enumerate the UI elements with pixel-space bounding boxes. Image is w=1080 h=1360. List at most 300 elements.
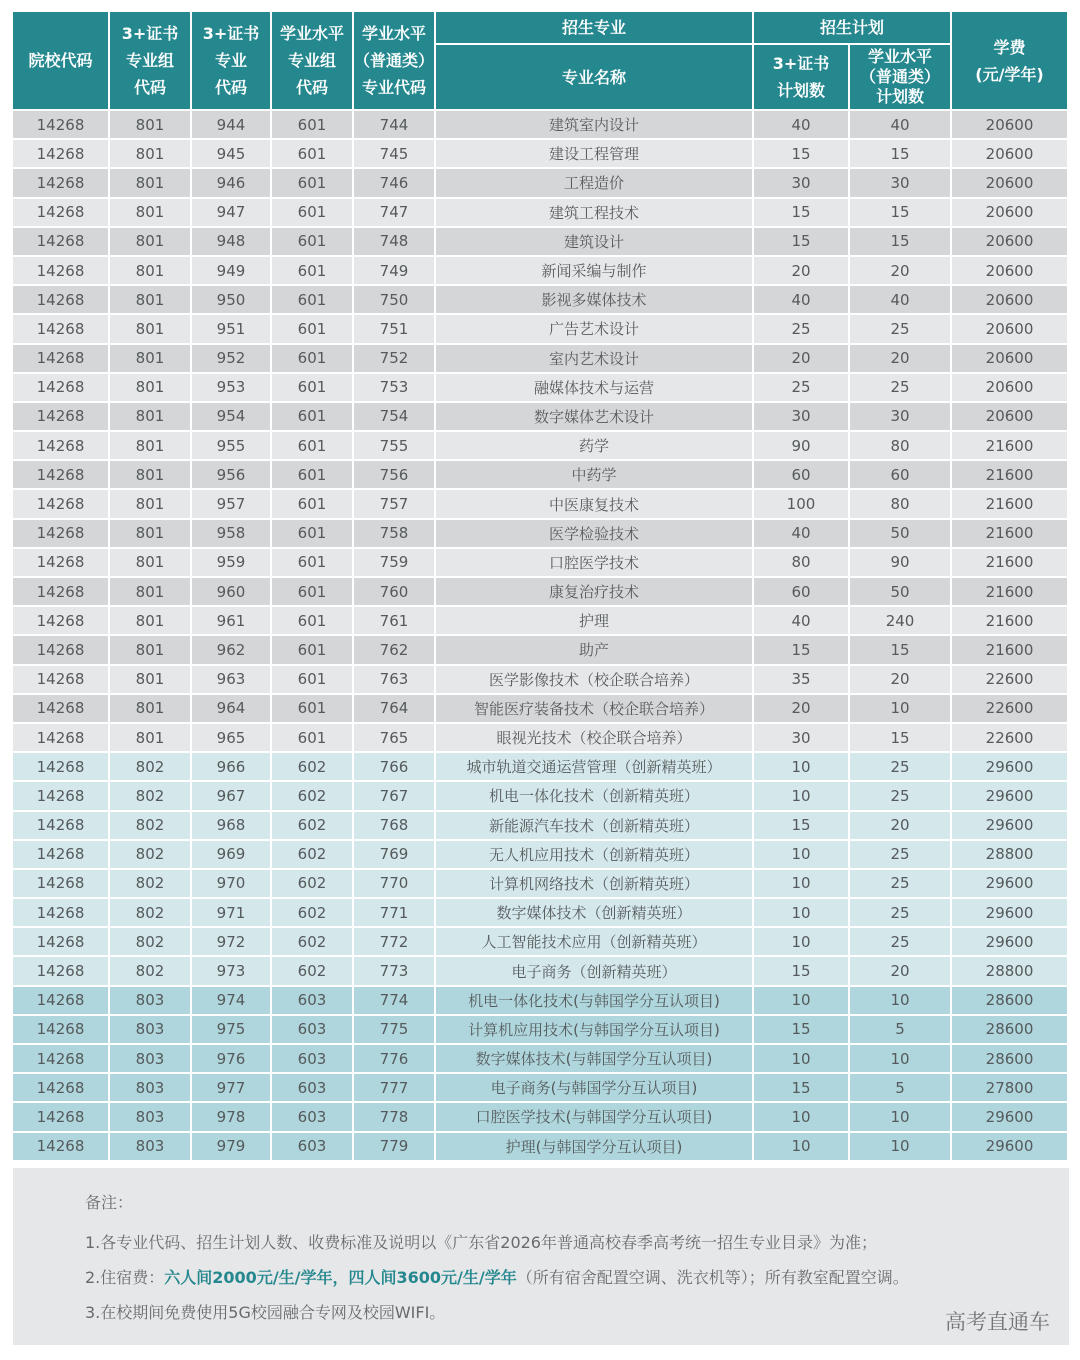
header-line: 学业水平 — [868, 47, 933, 66]
cell-acad-group: 603 — [272, 1045, 352, 1074]
cell-school: 14268 — [13, 812, 108, 841]
cell-plan-acad: 25 — [850, 870, 950, 899]
cell-plan-acad: 25 — [850, 841, 950, 870]
cell-name: 中医康复技术 — [436, 490, 752, 519]
cell-cert-major: 969 — [192, 841, 270, 870]
note-item-2 — [85, 1265, 909, 1288]
watermark: 高考直通车 — [945, 1310, 1050, 1334]
cell-cert-group: 801 — [110, 666, 190, 695]
table-row — [13, 286, 1067, 315]
cell-acad-group: 601 — [272, 490, 352, 519]
cell-plan-acad: 15 — [850, 636, 950, 665]
cell-acad-major: 761 — [354, 607, 434, 636]
cell-plan-acad: 25 — [850, 899, 950, 928]
cell-school: 14268 — [13, 169, 108, 198]
cell-cert-group: 801 — [110, 111, 190, 140]
cell-school: 14268 — [13, 695, 108, 724]
cell-name: 机电一体化技术(与韩国学分互认项目) — [436, 987, 752, 1016]
table-row — [13, 403, 1067, 432]
cell-school: 14268 — [13, 841, 108, 870]
cell-plan-acad: 25 — [850, 928, 950, 957]
cell-cert-group: 802 — [110, 812, 190, 841]
notes-title: 备注： — [85, 1193, 134, 1212]
cell-cert-major: 964 — [192, 695, 270, 724]
cell-cert-group: 801 — [110, 140, 190, 169]
table-row — [13, 549, 1067, 578]
cell-tuition: 29600 — [952, 899, 1067, 928]
cell-cert-major: 944 — [192, 111, 270, 140]
cell-acad-major: 760 — [354, 578, 434, 607]
cell-tuition: 20600 — [952, 374, 1067, 403]
cell-name: 机电一体化技术（创新精英班） — [436, 782, 752, 811]
table-row — [13, 374, 1067, 403]
cell-tuition: 29600 — [952, 1133, 1067, 1162]
cell-plan-acad: 10 — [850, 987, 950, 1016]
header-school-code: 院校代码 — [13, 12, 108, 111]
cell-name: 中药学 — [436, 461, 752, 490]
cell-cert-major: 965 — [192, 724, 270, 753]
cell-cert-major: 960 — [192, 578, 270, 607]
cell-acad-major: 756 — [354, 461, 434, 490]
cell-cert-major: 950 — [192, 286, 270, 315]
cell-acad-group: 601 — [272, 169, 352, 198]
cell-plan-cert: 15 — [754, 1074, 848, 1103]
cell-tuition: 20600 — [952, 169, 1067, 198]
cell-acad-group: 601 — [272, 199, 352, 228]
cell-plan-cert: 35 — [754, 666, 848, 695]
table-row — [13, 461, 1067, 490]
cell-tuition: 28800 — [952, 957, 1067, 986]
cell-acad-group: 601 — [272, 432, 352, 461]
cell-cert-group: 802 — [110, 870, 190, 899]
cell-school: 14268 — [13, 403, 108, 432]
cell-tuition: 21600 — [952, 461, 1067, 490]
cell-school: 14268 — [13, 578, 108, 607]
cell-acad-major: 758 — [354, 520, 434, 549]
cell-cert-group: 802 — [110, 899, 190, 928]
cell-cert-group: 802 — [110, 928, 190, 957]
cell-tuition: 28800 — [952, 841, 1067, 870]
table-row — [13, 899, 1067, 928]
cell-cert-major: 979 — [192, 1133, 270, 1162]
cell-plan-cert: 30 — [754, 724, 848, 753]
cell-cert-group: 801 — [110, 286, 190, 315]
cell-acad-major: 764 — [354, 695, 434, 724]
cell-cert-major: 947 — [192, 199, 270, 228]
cell-acad-major: 777 — [354, 1074, 434, 1103]
cell-acad-major: 744 — [354, 111, 434, 140]
table-row — [13, 111, 1067, 140]
cell-tuition: 20600 — [952, 199, 1067, 228]
cell-plan-cert: 60 — [754, 461, 848, 490]
cell-plan-acad: 20 — [850, 345, 950, 374]
cell-plan-acad: 30 — [850, 169, 950, 198]
cell-plan-cert: 20 — [754, 257, 848, 286]
cell-school: 14268 — [13, 432, 108, 461]
cell-school: 14268 — [13, 928, 108, 957]
cell-cert-major: 976 — [192, 1045, 270, 1074]
cell-acad-major: 759 — [354, 549, 434, 578]
cell-tuition: 21600 — [952, 578, 1067, 607]
cell-cert-major: 952 — [192, 345, 270, 374]
cell-acad-group: 601 — [272, 111, 352, 140]
cell-plan-cert: 10 — [754, 1045, 848, 1074]
header-line: 专业代码 — [361, 78, 426, 97]
cell-cert-major: 973 — [192, 957, 270, 986]
cell-school: 14268 — [13, 461, 108, 490]
cell-acad-major: 749 — [354, 257, 434, 286]
cell-acad-group: 601 — [272, 374, 352, 403]
header-group-plan: 招生计划 — [754, 12, 950, 45]
cell-acad-group: 602 — [272, 957, 352, 986]
cell-cert-major: 972 — [192, 928, 270, 957]
table-row — [13, 1103, 1067, 1132]
cell-name: 助产 — [436, 636, 752, 665]
cell-acad-major: 762 — [354, 636, 434, 665]
cell-plan-cert: 10 — [754, 753, 848, 782]
cell-school: 14268 — [13, 345, 108, 374]
cell-cert-major: 957 — [192, 490, 270, 519]
header-line: 专业组 — [287, 51, 336, 70]
cell-name: 医学检验技术 — [436, 520, 752, 549]
cell-acad-group: 602 — [272, 812, 352, 841]
cell-tuition: 29600 — [952, 812, 1067, 841]
cell-acad-group: 602 — [272, 899, 352, 928]
cell-plan-cert: 25 — [754, 374, 848, 403]
cell-acad-major: 778 — [354, 1103, 434, 1132]
cell-name: 数字媒体技术（创新精英班） — [436, 899, 752, 928]
cell-plan-cert: 40 — [754, 286, 848, 315]
cell-acad-group: 603 — [272, 1074, 352, 1103]
header-line: 学业水平 — [361, 24, 426, 43]
cell-acad-group: 601 — [272, 315, 352, 344]
cell-acad-group: 601 — [272, 140, 352, 169]
cell-plan-acad: 30 — [850, 403, 950, 432]
cell-cert-major: 959 — [192, 549, 270, 578]
cell-name: 计算机应用技术(与韩国学分互认项目) — [436, 1016, 752, 1045]
table-row — [13, 870, 1067, 899]
cell-tuition: 20600 — [952, 257, 1067, 286]
header-line: 学费 — [993, 37, 1026, 57]
table-row — [13, 199, 1067, 228]
cell-acad-group: 602 — [272, 782, 352, 811]
cell-plan-cert: 30 — [754, 169, 848, 198]
cell-tuition: 21600 — [952, 636, 1067, 665]
cell-plan-acad: 20 — [850, 666, 950, 695]
cell-school: 14268 — [13, 228, 108, 257]
cell-name: 电子商务(与韩国学分互认项目) — [436, 1074, 752, 1103]
cell-name: 人工智能技术应用（创新精英班） — [436, 928, 752, 957]
cell-name: 数字媒体艺术设计 — [436, 403, 752, 432]
cell-plan-acad: 60 — [850, 461, 950, 490]
cell-plan-cert: 15 — [754, 199, 848, 228]
note-item-2-suffix: （所有宿舍配置空调、洗衣机等）；所有教室配置空调。 — [516, 1268, 909, 1287]
cell-plan-cert: 10 — [754, 1103, 848, 1132]
table-row — [13, 928, 1067, 957]
header-line: 计划数 — [876, 87, 925, 106]
header-group-major: 招生专业 — [436, 12, 752, 45]
cell-cert-major: 967 — [192, 782, 270, 811]
cell-school: 14268 — [13, 140, 108, 169]
cell-plan-acad: 90 — [850, 549, 950, 578]
cell-acad-group: 601 — [272, 228, 352, 257]
cell-cert-major: 954 — [192, 403, 270, 432]
table-row — [13, 345, 1067, 374]
cell-cert-group: 803 — [110, 1016, 190, 1045]
cell-acad-group: 603 — [272, 1016, 352, 1045]
cell-cert-major: 963 — [192, 666, 270, 695]
header-line: 专业 — [214, 51, 247, 70]
cell-cert-major: 956 — [192, 461, 270, 490]
cell-tuition: 20600 — [952, 111, 1067, 140]
table-row — [13, 724, 1067, 753]
cell-name: 新能源汽车技术（创新精英班） — [436, 812, 752, 841]
cell-acad-group: 601 — [272, 607, 352, 636]
table-row — [13, 1133, 1067, 1162]
cell-acad-major: 746 — [354, 169, 434, 198]
cell-name: 药学 — [436, 432, 752, 461]
cell-cert-major: 961 — [192, 607, 270, 636]
cell-plan-acad: 25 — [850, 782, 950, 811]
note-item-2-highlight: 六人间2000元/生/学年，四人间3600元/生/学年 — [164, 1268, 517, 1287]
header-line: 计划数 — [776, 81, 825, 100]
cell-tuition: 21600 — [952, 607, 1067, 636]
cell-plan-cert: 20 — [754, 345, 848, 374]
cell-plan-acad: 240 — [850, 607, 950, 636]
cell-name: 广告艺术设计 — [436, 315, 752, 344]
cell-plan-cert: 15 — [754, 140, 848, 169]
cell-acad-group: 602 — [272, 928, 352, 957]
cell-plan-acad: 10 — [850, 1045, 950, 1074]
header-line: 3+证书 — [772, 54, 830, 73]
cell-name: 建筑工程技术 — [436, 199, 752, 228]
cell-tuition: 29600 — [952, 1103, 1067, 1132]
cell-acad-group: 601 — [272, 724, 352, 753]
cell-plan-cert: 10 — [754, 782, 848, 811]
cell-acad-group: 601 — [272, 549, 352, 578]
cell-plan-acad: 50 — [850, 578, 950, 607]
cell-plan-cert: 40 — [754, 111, 848, 140]
cell-plan-cert: 20 — [754, 695, 848, 724]
header-line: （普通类） — [860, 67, 941, 86]
cell-name: 建设工程管理 — [436, 140, 752, 169]
cell-cert-major: 978 — [192, 1103, 270, 1132]
cell-tuition: 22600 — [952, 724, 1067, 753]
cell-acad-major: 757 — [354, 490, 434, 519]
note-item-2-prefix: 2.住宿费： — [85, 1268, 165, 1287]
cell-cert-group: 801 — [110, 169, 190, 198]
table-header — [13, 12, 1067, 111]
cell-plan-cert: 100 — [754, 490, 848, 519]
cell-name: 口腔医学技术(与韩国学分互认项目) — [436, 1103, 752, 1132]
header-major-name: 专业名称 — [436, 45, 752, 111]
cell-cert-group: 801 — [110, 490, 190, 519]
header-line: 学业水平 — [279, 24, 344, 43]
cell-name: 康复治疗技术 — [436, 578, 752, 607]
cell-school: 14268 — [13, 753, 108, 782]
cell-cert-group: 801 — [110, 199, 190, 228]
cell-school: 14268 — [13, 286, 108, 315]
table-row — [13, 841, 1067, 870]
cell-plan-cert: 15 — [754, 1016, 848, 1045]
cell-plan-acad: 80 — [850, 432, 950, 461]
cell-school: 14268 — [13, 490, 108, 519]
cell-name: 建筑室内设计 — [436, 111, 752, 140]
cell-name: 工程造价 — [436, 169, 752, 198]
cell-name: 无人机应用技术（创新精英班） — [436, 841, 752, 870]
cell-cert-major: 970 — [192, 870, 270, 899]
cell-plan-acad: 20 — [850, 812, 950, 841]
cell-acad-group: 602 — [272, 753, 352, 782]
table-row — [13, 257, 1067, 286]
cell-plan-acad: 25 — [850, 374, 950, 403]
cell-tuition: 22600 — [952, 695, 1067, 724]
table-row — [13, 987, 1067, 1016]
table-row — [13, 1074, 1067, 1103]
cell-tuition: 29600 — [952, 782, 1067, 811]
cell-cert-group: 801 — [110, 549, 190, 578]
cell-school: 14268 — [13, 520, 108, 549]
cell-tuition: 28600 — [952, 987, 1067, 1016]
cell-acad-group: 603 — [272, 987, 352, 1016]
cell-name: 数字媒体技术(与韩国学分互认项目) — [436, 1045, 752, 1074]
cell-school: 14268 — [13, 870, 108, 899]
cell-name: 新闻采编与制作 — [436, 257, 752, 286]
cell-school: 14268 — [13, 987, 108, 1016]
table-row — [13, 140, 1067, 169]
header-line: 代码 — [214, 78, 247, 97]
cell-acad-group: 601 — [272, 345, 352, 374]
cell-tuition: 21600 — [952, 549, 1067, 578]
cell-tuition: 21600 — [952, 520, 1067, 549]
cell-plan-acad: 15 — [850, 724, 950, 753]
cell-cert-major: 945 — [192, 140, 270, 169]
cell-plan-acad: 40 — [850, 286, 950, 315]
cell-plan-cert: 90 — [754, 432, 848, 461]
cell-acad-major: 753 — [354, 374, 434, 403]
cell-cert-group: 801 — [110, 315, 190, 344]
header-tuition — [952, 12, 1067, 111]
cell-school: 14268 — [13, 1045, 108, 1074]
cell-plan-acad: 25 — [850, 753, 950, 782]
cell-cert-major: 958 — [192, 520, 270, 549]
cell-name: 建筑设计 — [436, 228, 752, 257]
cell-name: 城市轨道交通运营管理（创新精英班） — [436, 753, 752, 782]
cell-name: 护理(与韩国学分互认项目) — [436, 1133, 752, 1162]
cell-acad-major: 751 — [354, 315, 434, 344]
table-row — [13, 957, 1067, 986]
cell-acad-group: 601 — [272, 403, 352, 432]
cell-school: 14268 — [13, 199, 108, 228]
cell-tuition: 20600 — [952, 228, 1067, 257]
table-row — [13, 607, 1067, 636]
cell-plan-acad: 25 — [850, 315, 950, 344]
cell-acad-major: 772 — [354, 928, 434, 957]
cell-cert-major: 977 — [192, 1074, 270, 1103]
cell-plan-cert: 15 — [754, 636, 848, 665]
cell-tuition: 28600 — [952, 1045, 1067, 1074]
cell-cert-group: 802 — [110, 753, 190, 782]
cell-name: 室内艺术设计 — [436, 345, 752, 374]
cell-cert-group: 801 — [110, 345, 190, 374]
cell-name: 影视多媒体技术 — [436, 286, 752, 315]
table-row — [13, 812, 1067, 841]
cell-tuition: 20600 — [952, 403, 1067, 432]
cell-tuition: 20600 — [952, 345, 1067, 374]
cell-school: 14268 — [13, 549, 108, 578]
cell-plan-acad: 20 — [850, 957, 950, 986]
cell-plan-acad: 15 — [850, 228, 950, 257]
cell-plan-cert: 10 — [754, 870, 848, 899]
cell-acad-group: 601 — [272, 666, 352, 695]
table-row — [13, 1045, 1067, 1074]
cell-acad-major: 763 — [354, 666, 434, 695]
cell-plan-acad: 5 — [850, 1074, 950, 1103]
cell-acad-major: 754 — [354, 403, 434, 432]
cell-cert-group: 803 — [110, 1074, 190, 1103]
cell-acad-group: 601 — [272, 520, 352, 549]
cell-tuition: 20600 — [952, 140, 1067, 169]
cell-tuition: 29600 — [952, 753, 1067, 782]
cell-tuition: 28600 — [952, 1016, 1067, 1045]
header-line: (元/学年) — [975, 64, 1044, 84]
cell-plan-cert: 15 — [754, 228, 848, 257]
cell-cert-major: 951 — [192, 315, 270, 344]
cell-cert-group: 803 — [110, 987, 190, 1016]
cell-acad-group: 601 — [272, 257, 352, 286]
cell-acad-major: 755 — [354, 432, 434, 461]
cell-plan-acad: 5 — [850, 1016, 950, 1045]
cell-plan-acad: 20 — [850, 257, 950, 286]
cell-tuition: 22600 — [952, 666, 1067, 695]
cell-cert-major: 975 — [192, 1016, 270, 1045]
cell-acad-major: 752 — [354, 345, 434, 374]
enrollment-table — [11, 12, 1069, 1162]
cell-cert-major: 971 — [192, 899, 270, 928]
cell-cert-group: 801 — [110, 578, 190, 607]
cell-cert-major: 946 — [192, 169, 270, 198]
table-body — [13, 111, 1067, 1162]
cell-cert-group: 803 — [110, 1103, 190, 1132]
header-plan-academic — [850, 45, 950, 111]
cell-acad-major: 766 — [354, 753, 434, 782]
cell-acad-major: 765 — [354, 724, 434, 753]
cell-cert-group: 801 — [110, 432, 190, 461]
header-cert-major-code — [192, 12, 270, 111]
cell-tuition: 20600 — [952, 315, 1067, 344]
cell-cert-group: 801 — [110, 520, 190, 549]
table-row — [13, 666, 1067, 695]
enrollment-table-container — [13, 12, 1069, 1162]
cell-school: 14268 — [13, 724, 108, 753]
cell-acad-major: 767 — [354, 782, 434, 811]
cell-plan-cert: 15 — [754, 957, 848, 986]
cell-plan-acad: 10 — [850, 1103, 950, 1132]
cell-plan-cert: 30 — [754, 403, 848, 432]
cell-cert-group: 801 — [110, 461, 190, 490]
note-item-1: 1.各专业代码、招生计划人数、收费标准及说明以《广东省2026年普通高校春季高考统一招生专业目录》为准； — [85, 1233, 877, 1252]
cell-school: 14268 — [13, 111, 108, 140]
table-row — [13, 1016, 1067, 1045]
table-row — [13, 315, 1067, 344]
cell-name: 计算机网络技术（创新精英班） — [436, 870, 752, 899]
cell-cert-major: 966 — [192, 753, 270, 782]
cell-cert-group: 801 — [110, 374, 190, 403]
cell-cert-major: 948 — [192, 228, 270, 257]
cell-cert-group: 803 — [110, 1133, 190, 1162]
table-row — [13, 520, 1067, 549]
cell-school: 14268 — [13, 1074, 108, 1103]
